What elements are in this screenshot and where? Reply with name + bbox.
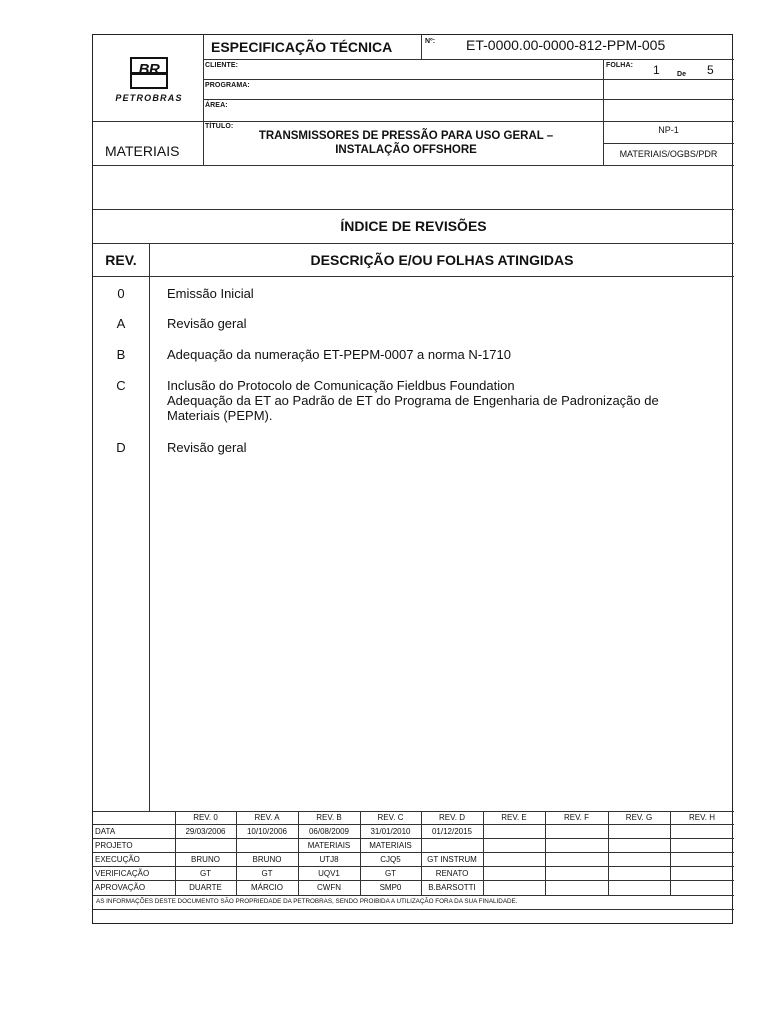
table-cell: 29/03/2006 (185, 827, 226, 836)
document-number: ET-0000.00-0000-812-PPM-005 (466, 37, 666, 53)
table-cell: DUARTE (189, 883, 222, 892)
revision-code: D (116, 440, 126, 455)
table-cell: 31/01/2010 (370, 827, 411, 836)
table-cell: MATERIAIS (369, 841, 412, 850)
petrobras-logo (93, 35, 201, 121)
revision-description: Revisão geral (167, 440, 247, 455)
table-header-rev-d: REV. D (439, 813, 465, 822)
table-cell: CJQ5 (380, 855, 401, 864)
folha-number: 1 (653, 63, 660, 77)
revision-description-line-2: Adequação da ET ao Padrão de ET do Programa de Engenharia de Padronização de (167, 393, 659, 408)
doc-type-title: ESPECIFICAÇÃO TÉCNICA (211, 39, 393, 55)
revision-code: A (116, 316, 126, 331)
revision-description-line-3: Materiais (PEPM). (167, 408, 273, 423)
table-cell: GT (261, 869, 273, 878)
area-label: ÁREA: (205, 102, 228, 109)
table-row-label-execucao: EXECUÇÃO (95, 855, 140, 864)
index-title: ÍNDICE DE REVISÕES (340, 218, 487, 234)
document-title-line-1: TRANSMISSORES DE PRESSÃO PARA USO GERAL – (258, 130, 554, 142)
description-column-header: DESCRIÇÃO E/OU FOLHAS ATINGIDAS (310, 252, 574, 268)
folha-total: 5 (707, 63, 714, 77)
company-name: PETROBRAS (115, 93, 183, 103)
folha-label: FOLHA: (606, 62, 634, 69)
br-logo-text: BR (138, 61, 160, 78)
document-title-line-2: INSTALAÇÃO OFFSHORE (335, 144, 477, 156)
revision-description: Emissão Inicial (167, 286, 254, 301)
table-header-rev-e: REV. E (501, 813, 527, 822)
table-header-rev-g: REV. G (625, 813, 653, 822)
revision-description: Revisão geral (167, 316, 247, 331)
table-cell: MÁRCIO (251, 883, 283, 892)
revision-code: B (116, 347, 126, 362)
programa-label: PROGRAMA: (205, 82, 250, 89)
table-header-rev-b: REV. B (316, 813, 342, 822)
section-label: MATERIAIS (105, 143, 180, 159)
titulo-label: TÍTULO: (205, 123, 234, 130)
revision-code: 0 (117, 286, 125, 301)
table-cell: MATERIAIS (307, 841, 351, 850)
table-cell: UQV1 (318, 869, 340, 878)
revision-description: Adequação da numeração ET-PEPM-0007 a norma N-1710 (167, 347, 511, 362)
table-cell: 10/10/2006 (246, 827, 288, 836)
table-cell: GT (199, 869, 212, 878)
table-cell: RENATO (435, 869, 469, 878)
table-cell: 06/08/2009 (308, 827, 350, 836)
table-cell: SMP0 (379, 883, 402, 892)
table-header-rev-f: REV. F (563, 813, 590, 822)
revision-code: C (116, 378, 126, 393)
table-header-rev-h: REV. H (689, 813, 715, 822)
table-row-label-aprovacao: APROVAÇÃO (95, 883, 146, 892)
confidentiality-note: AS INFORMAÇÕES DESTE DOCUMENTO SÃO PROPRIEDADE DA PETROBRAS, SENDO PROIBIDA A UTILIZAÇÃO FORA DA SUA FINALIDADE. (96, 898, 518, 905)
table-cell: CWFN (317, 883, 341, 892)
table-row-label-projeto: PROJETO (95, 841, 133, 850)
table-cell: BRUNO (191, 855, 220, 864)
cliente-label: CLIENTE: (205, 62, 239, 69)
br-logo-mark (130, 57, 168, 89)
number-label: Nº: (425, 38, 436, 45)
folha-de: De (677, 71, 687, 78)
table-cell: B.BARSOTTI (428, 883, 476, 892)
revision-description-line-1: Inclusão do Protocolo de Comunicação Fieldbus Foundation (167, 378, 515, 393)
org-code: MATERIAIS/OGBS/PDR (619, 149, 718, 159)
table-cell: UTJ8 (319, 855, 339, 864)
table-cell: BRUNO (252, 855, 282, 864)
rev-column-header: REV. (105, 252, 137, 268)
table-cell: GT (384, 869, 397, 878)
np-code: NP-1 (658, 125, 679, 135)
table-header-rev-0: REV. 0 (193, 813, 218, 822)
document-title (243, 129, 569, 157)
table-cell: GT INSTRUM (427, 855, 477, 864)
table-cell: 01/12/2015 (431, 827, 473, 836)
document-sheet (92, 34, 733, 924)
table-header-rev-a: REV. A (254, 813, 280, 822)
table-header-rev-c: REV. C (377, 813, 404, 822)
table-row-label-verificacao: VERIFICAÇÃO (95, 869, 150, 878)
table-row-label-data: DATA (95, 827, 116, 836)
